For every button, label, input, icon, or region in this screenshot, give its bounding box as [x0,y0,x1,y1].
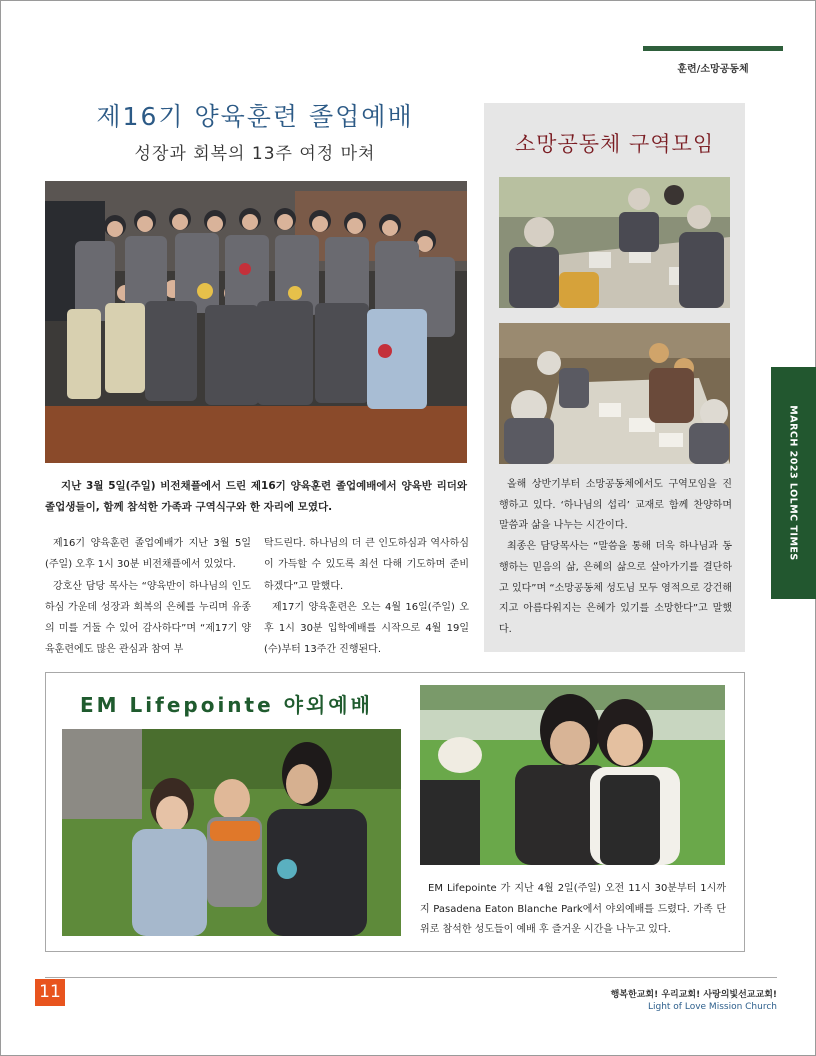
graduation-col2-paragraph: 제17기 양육훈련은 오는 4월 16일(주일) 오후 1시 30분 입학예배를 시작으로 4월 19일(수)부터 13주간 진행된다. [264,601,469,656]
hope-title: 소망공동체 구역모임 [514,132,715,156]
graduation-column-1 [45,533,251,661]
page-number: 11 [35,979,65,1006]
em-title: EM Lifepointe 야외예배 [80,693,373,717]
graduation-column-2 [264,533,469,661]
section-label: 훈련/소망공동체 [677,64,749,75]
graduation-group-photo [45,181,467,463]
graduation-subtitle: 성장과 회복의 13주 여정 마쳐 [134,144,376,164]
header-rule [643,46,783,51]
hope-body [499,475,732,641]
footer-church-name: Light of Love Mission Church [647,1002,777,1012]
hope-paragraph: 최종은 담당목사는 “말씀을 통해 더욱 하나님과 동행하는 믿음의 삶, 은혜의 삶으로 살아가기를 결단하고 있다”며 “소망공동체 성도님 모두 영적으로 강건해지고 아름다워지는 은혜가 있기를 소망한다”고 말했다. [499,541,732,635]
footer-rule [45,977,777,978]
graduation-title: 제16기 양육훈련 졸업예배 [96,102,414,131]
footer-slogan: 행복한교회! 우리교회! 사랑의빛선교교회! [610,990,777,1000]
side-issue-tab [771,367,816,599]
graduation-photo-caption: 지난 3월 5일(주일) 비전채플에서 드린 제16기 양육훈련 졸업예배에서 양육반 리더와 졸업생들이, 함께 참석한 가족과 구역식구와 한 자리에 모였다. [45,480,467,513]
hope-photo-1 [499,177,730,308]
em-photo-friends [420,685,725,865]
side-issue-text: MARCH 2023 LOLMC TIMES [787,405,799,561]
graduation-col1-paragraph: 제16기 양육훈련 졸업예배가 지난 3월 5일(주일) 오후 1시 30분 비전채플에서 있었다. [45,538,251,571]
hope-paragraph: 올해 상반기부터 소망공동체에서도 구역모임을 진행하고 있다. ‘하나님의 섭리’ 교재로 함께 찬양하며 말씀과 삶을 나누는 시간이다. [499,479,732,532]
em-body: EM Lifepointe 가 지난 4월 2일(주일) 오전 11시 30분부터 1시까지 Pasadena Eaton Blanche Park에서 야외예배를 드렸다. 가족 단위로 참석한 성도들이 예배 후 즐거운 시간을 나누고 있다. [420,883,726,935]
graduation-col2-paragraph: 탁드린다. 하나님의 더 큰 인도하심과 역사하심이 가득할 수 있도록 최선 다해 기도하며 준비하겠다”고 말했다. [264,538,469,592]
hope-photo-2 [499,323,730,464]
graduation-col1-paragraph: 강호산 담당 목사는 “양육반이 하나님의 인도하심 가운데 성장과 회복의 은혜를 누리며 유종의 미를 거둘 수 있어 감사하다”며 “제17기 양육훈련에도 많은 관심과 참여 부 [45,580,251,656]
em-photo-family [62,729,401,936]
